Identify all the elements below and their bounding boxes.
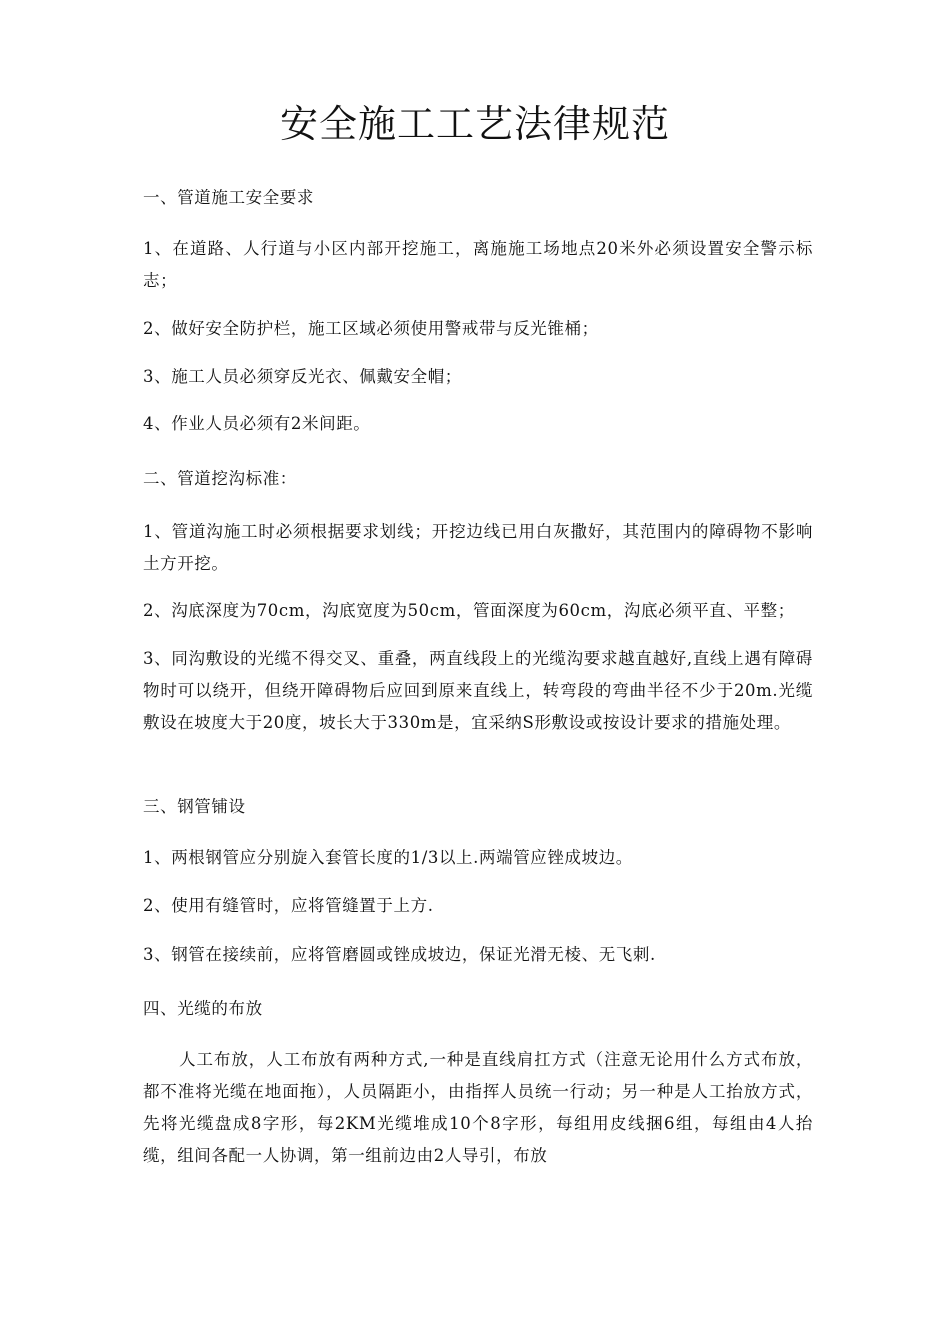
section-heading-1: 一、管道施工安全要求: [143, 188, 314, 207]
list-item: 3、施工人员必须穿反光衣、佩戴安全帽；: [143, 367, 462, 386]
section-heading-4: 四、光缆的布放: [143, 999, 263, 1018]
section-heading-2: 二、管道挖沟标准：: [143, 469, 297, 488]
list-item: 2、沟底深度为70cm，沟底宽度为50cm，管面深度为60cm，沟底必须平直、平整；: [143, 601, 795, 620]
document-title: 安全施工工艺法律规范: [279, 102, 670, 146]
list-item: 2、做好安全防护栏，施工区域必须使用警戒带与反光锥桶；: [143, 319, 599, 338]
list-item: 1、在道路、人行道与小区内部开挖施工，离施施工场地点20米外必须设置安全警示标志；: [143, 239, 813, 290]
section-heading-3: 三、钢管铺设: [143, 797, 246, 816]
list-item: 3、同沟敷设的光缆不得交叉、重叠，两直线段上的光缆沟要求越直越好,直线上遇有障碍物时可以绕开，但绕开障碍物后应回到原来直线上，转弯段的弯曲半径不少于20m.光缆敷设在坡度大于20度，坡长大于330m是，宜采纳S形敷设或按设计要求的措施处理。: [143, 649, 813, 732]
list-item: 3、钢管在接续前，应将管磨圆或锉成坡边，保证光滑无棱、无飞刺.: [143, 945, 656, 964]
list-item: 1、两根钢管应分别旋入套管长度的1/3以上.两端管应锉成坡边。: [143, 848, 633, 867]
list-item: 2、使用有缝管时，应将管缝置于上方.: [143, 896, 434, 915]
list-item: 1、管道沟施工时必须根据要求划线；开挖边线已用白灰撒好，其范围内的障碍物不影响土方开挖。: [143, 522, 813, 573]
body-paragraph: 人工布放，人工布放有两种方式,一种是直线肩扛方式（注意无论用什么方式布放，都不准将光缆在地面拖），人员隔距小，由指挥人员统一行动；另一种是人工抬放方式，先将光缆盘成8字形，每2KM光缆堆成10个8字形，每组用皮线捆6组，每组由4人抬缆，组间各配一人协调，第一组前边由2人导引，布放: [143, 1050, 813, 1165]
list-item: 4、作业人员必须有2米间距。: [143, 414, 371, 433]
